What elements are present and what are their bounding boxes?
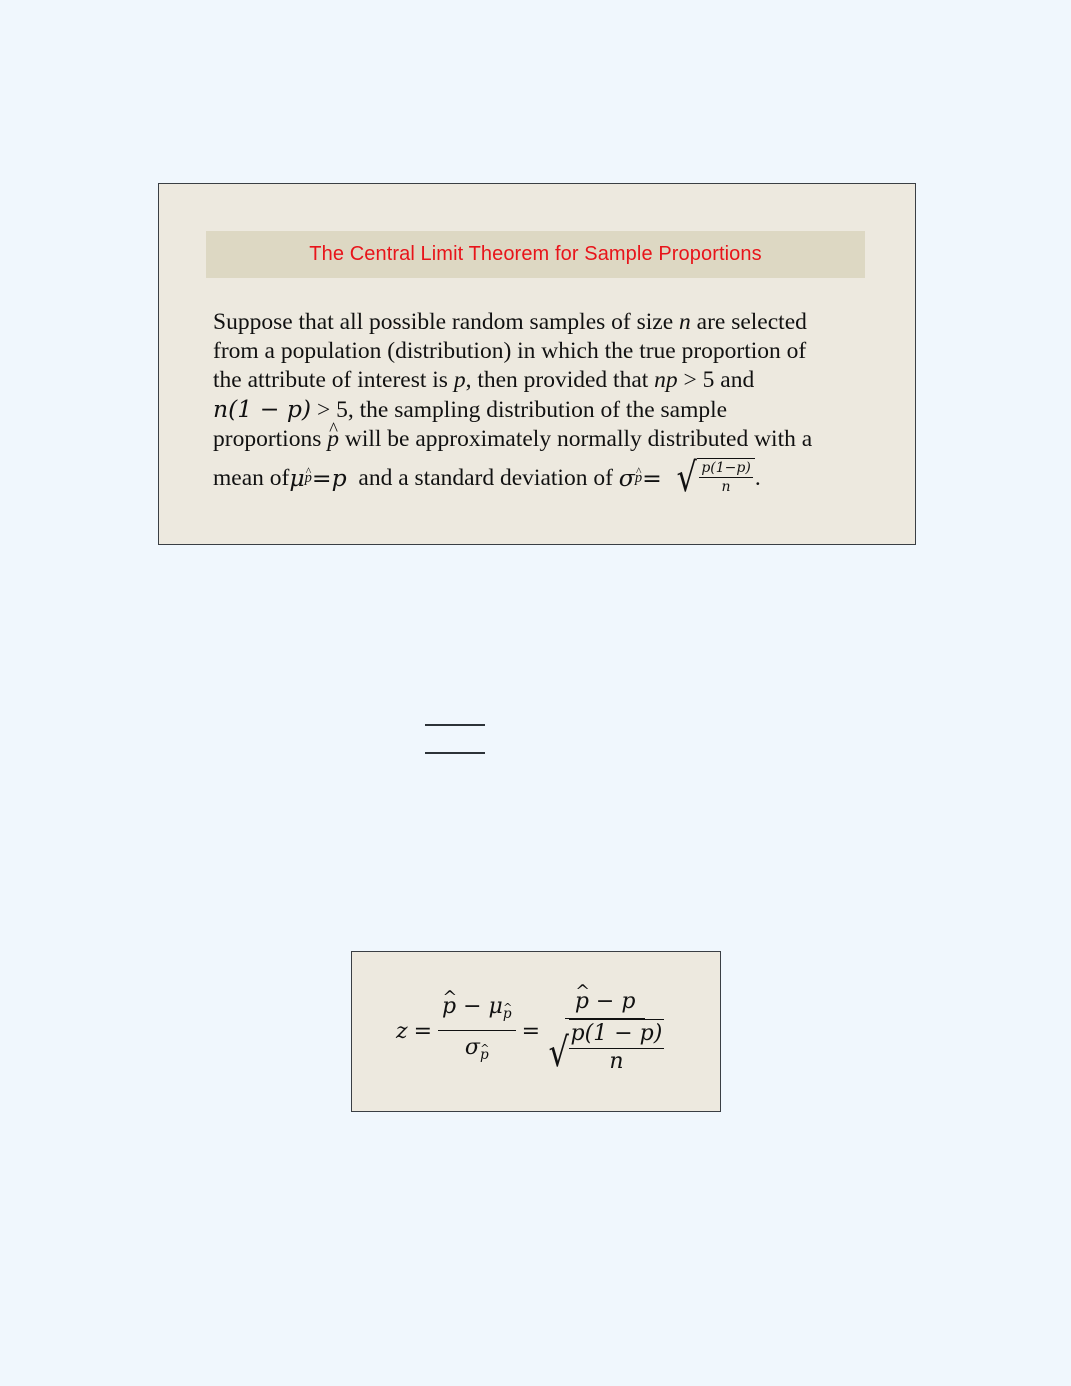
sqrt-expression: √ $\frac{p(1-p)}{n}$ [674,458,755,498]
sqrt-icon: √ [548,1030,569,1076]
theorem-line-3: the attribute of interest is p, then provided that np > 5 and [213,367,755,393]
theorem-body [213,308,863,501]
fraction-1: ^ $\frac{p - \mu\^{} p}{\sigma\^{} p}$ [438,993,516,1070]
sqrt-expression-z: √ p(1 − p) n [548,1021,663,1076]
z-score-formula: z = ^ $\frac{p - \mu\^{} p}{\sigma\^{} p}$ = ^ p − p √ p(1 − p) n [396,988,664,1075]
sqrt-icon: √ [676,455,697,501]
mu-symbol: μ [289,463,305,492]
rule-line-top [425,724,485,726]
mean-sd-formula-line: mean of μ ^ p = p and a standard deviation of σ ^ p = √ $\frac{p(1-p)}{n}$ . [213,458,863,498]
theorem-line-1: Suppose that all possible random samples of size n are selected [213,309,807,335]
sigma-symbol: σ [618,463,635,492]
z-score-formula-box [351,951,721,1112]
theorem-title-bar [206,231,865,278]
theorem-line-4: n(1 − p) > 5, the sampling distribution of the sample [213,395,728,423]
theorem-title: The Central Limit Theorem for Sample Proportions [309,243,762,265]
clt-theorem-box [158,183,916,545]
rule-line-bottom [425,752,485,754]
theorem-line-2: from a population (distribution) in which the true proportion of [213,338,807,364]
theorem-line-5: proportions ^ p will be approximately normally distributed with a [213,425,863,454]
fraction-2: ^ p − p √ p(1 − p) n [546,988,664,1075]
